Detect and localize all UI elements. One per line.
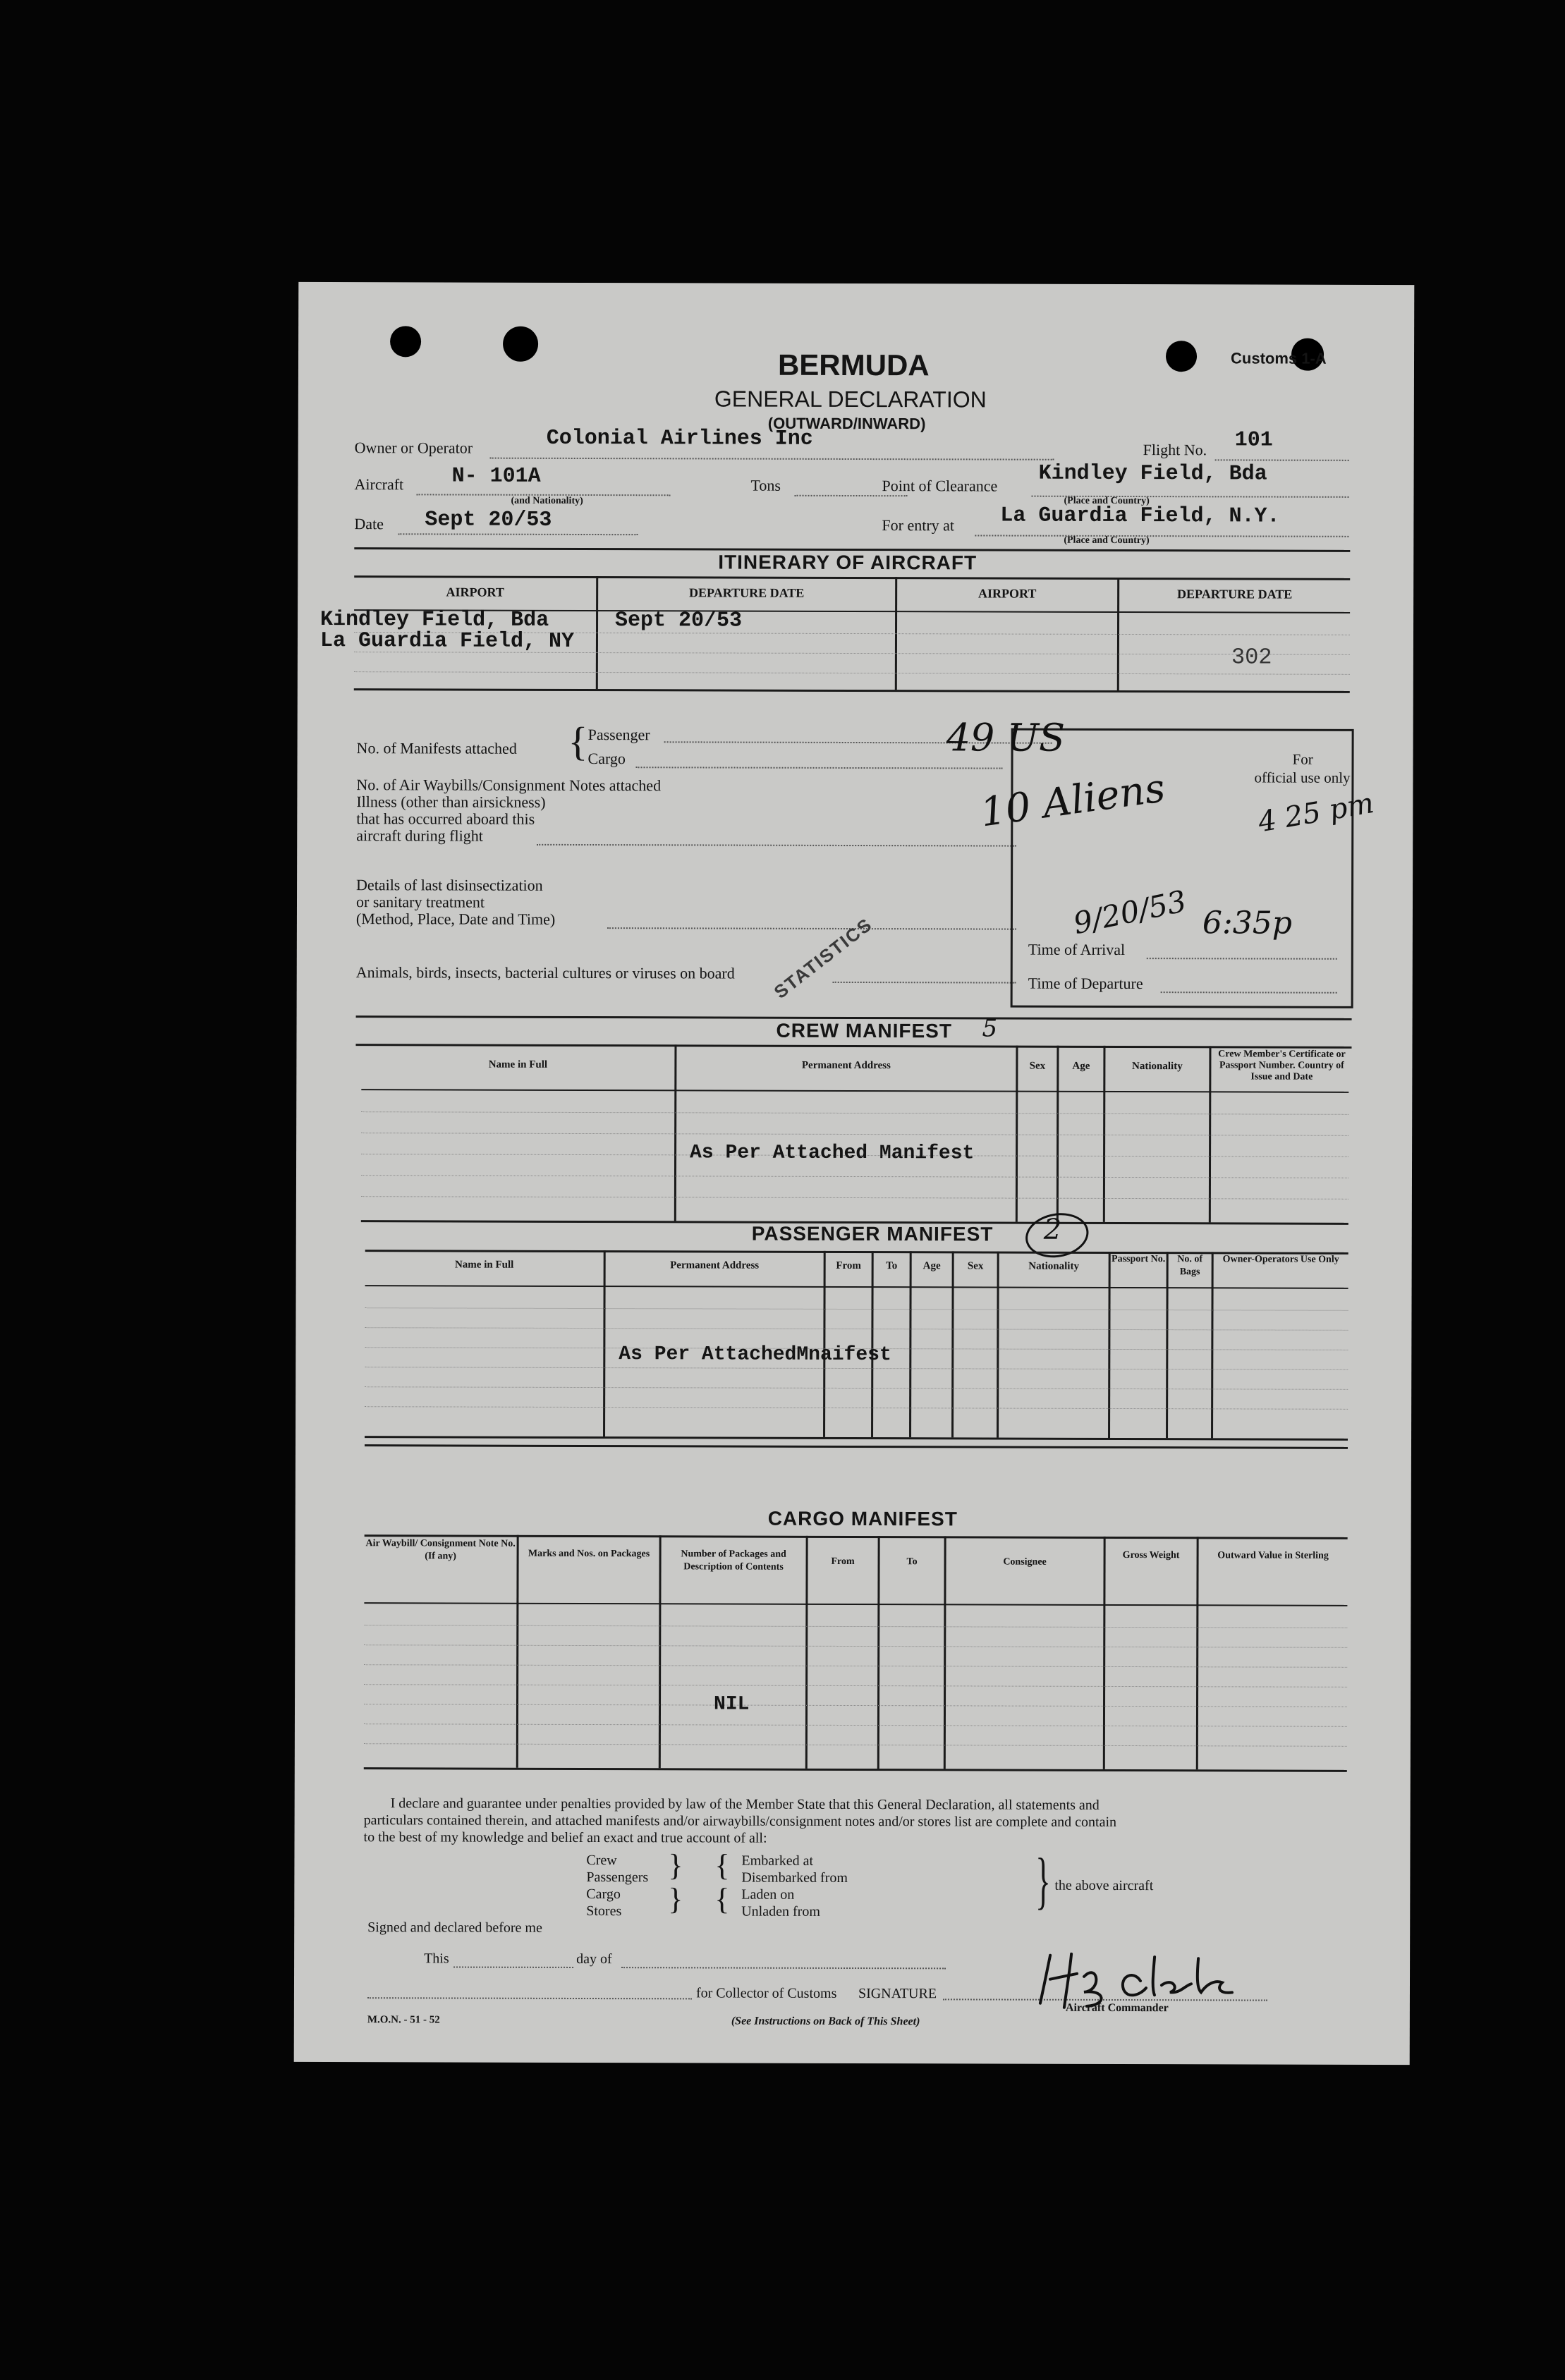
handwritten-arrival: 6:35p — [1202, 905, 1292, 941]
passenger-table — [365, 1250, 1348, 1441]
footer-right-2: Disembarked from — [741, 1869, 848, 1886]
crew-count: 5 — [982, 1014, 998, 1043]
itinerary-row-1-airport: Kindley Field, Bda — [320, 608, 549, 633]
cargo-col-weight: Gross Weight — [1122, 1549, 1180, 1561]
passenger-col-address: Permanent Address — [670, 1259, 760, 1271]
passenger-note: As Per AttachedMnaifest — [619, 1343, 891, 1367]
time-of-departure-label: Time of Departure — [1028, 974, 1143, 993]
passenger-count: 2 — [1043, 1213, 1062, 1246]
crew-note: As Per Attached Manifest — [690, 1142, 975, 1165]
cargo-col-to: To — [906, 1556, 918, 1568]
this-label: This — [424, 1951, 449, 1967]
instructions-note: (See Instructions on Back of This Sheet) — [731, 2015, 920, 2028]
official-use-box — [1011, 728, 1354, 1008]
handwritten-time: 4 25 pm — [1255, 786, 1377, 839]
time-of-arrival-label: Time of Arrival — [1028, 940, 1126, 959]
declaration-line-3: to the best of my knowledge and belief an exact and true account of all: — [363, 1829, 767, 1846]
official-heading-2: official use only — [1254, 769, 1351, 786]
date-label: Date — [354, 515, 384, 533]
itinerary-mark: 302 — [1231, 644, 1272, 671]
footer-left-2: Passengers — [586, 1869, 649, 1886]
aircraft-commander-label: Aircraft Commander — [1065, 2001, 1169, 2015]
passenger-col-passport: Passport No. — [1112, 1253, 1166, 1265]
clearance-note: (Place and Country) — [1064, 495, 1150, 507]
clearance-value: Kindley Field, Bda — [1038, 461, 1267, 487]
declaration-line-1: I declare and guarantee under penalties provided by law of the Member State that this General Declaration, all statements and — [390, 1795, 1100, 1813]
footer-left-1: Crew — [586, 1853, 617, 1869]
flight-value: 101 — [1234, 428, 1273, 453]
punch-hole — [503, 327, 538, 362]
cargo-label: Cargo — [587, 750, 626, 768]
passenger-col-name: Name in Full — [454, 1259, 514, 1271]
form-number: M.O.N. - 51 - 52 — [367, 2014, 440, 2026]
passenger-col-bags: No. of Bags — [1177, 1254, 1203, 1278]
passenger-col-age: Age — [922, 1260, 941, 1272]
punch-hole — [1166, 341, 1197, 372]
punch-hole — [390, 326, 421, 357]
passenger-col-sex: Sex — [967, 1260, 984, 1272]
collector-label: for Collector of Customs — [695, 1985, 837, 2001]
cargo-note: NIL — [713, 1693, 750, 1716]
itinerary-col-departure: DEPARTURE DATE — [689, 585, 805, 600]
crew-table — [361, 1044, 1349, 1225]
footer-right-1: Embarked at — [741, 1853, 814, 1869]
itinerary-col-airport-2: AIRPORT — [978, 586, 1037, 601]
crew-col-certificate: Crew Member's Certificate or Passport Number. Country of Issue and Date — [1218, 1049, 1346, 1082]
form-direction: (OUTWARD/INWARD) — [767, 414, 926, 433]
waybills-label: No. of Air Waybills/Consignment Notes attached — [356, 776, 662, 795]
illness-label-2: that has occurred aboard this — [356, 810, 535, 828]
crew-col-age: Age — [1072, 1060, 1090, 1072]
cargo-col-waybill: Air Waybill/ Consignment Note No. (If any) — [365, 1538, 516, 1562]
day-of-label: day of — [576, 1951, 612, 1967]
manifests-label: No. of Manifests attached — [356, 739, 517, 757]
footer-right-3: Laden on — [741, 1886, 795, 1903]
itinerary-col-departure-2: DEPARTURE DATE — [1177, 587, 1293, 602]
signed-label: Signed and declared before me — [367, 1920, 542, 1936]
footer-left-4: Stores — [586, 1903, 622, 1920]
passenger-heading: PASSENGER MANIFEST — [751, 1222, 994, 1245]
cargo-col-value: Outward Value in Sterling — [1217, 1550, 1329, 1561]
crew-col-name: Name in Full — [488, 1058, 548, 1070]
itinerary-heading: ITINERARY OF AIRCRAFT — [718, 551, 978, 574]
handwritten-date: 9/20/53 — [1070, 883, 1190, 941]
itinerary-row-1-date: Sept 20/53 — [615, 609, 743, 633]
statistics-stamp: STATISTICS — [769, 913, 877, 1003]
crew-heading: CREW MANIFEST — [776, 1019, 953, 1042]
entry-note: (Place and Country) — [1064, 535, 1150, 547]
cargo-col-packages: Number of Packages and Description of Contents — [681, 1549, 786, 1573]
cargo-col-consignee: Consignee — [1003, 1556, 1047, 1568]
owner-value: Colonial Airlines Inc — [546, 426, 813, 451]
handwritten-us-count: 49 US — [946, 715, 1066, 760]
entry-value: La Guardia Field, N.Y. — [1000, 504, 1280, 529]
flight-label: Flight No. — [1143, 441, 1207, 459]
cargo-table — [364, 1534, 1348, 1772]
crew-col-address: Permanent Address — [801, 1059, 891, 1072]
tons-label: Tons — [750, 476, 781, 494]
footer-left-3: Cargo — [586, 1886, 621, 1903]
date-value: Sept 20/53 — [425, 508, 552, 532]
aircraft-value: N- 101A — [451, 464, 541, 489]
signature-label: SIGNATURE — [858, 1986, 937, 2002]
cargo-col-marks: Marks and Nos. on Packages — [528, 1548, 650, 1560]
illness-label-1: Illness (other than airsickness) — [356, 793, 546, 811]
handwritten-aliens: 10 Aliens — [978, 765, 1168, 836]
itinerary-col-airport: AIRPORT — [446, 585, 504, 599]
form-id: Customs 1-A — [1230, 349, 1327, 367]
illness-label-3: aircraft during flight — [356, 826, 483, 845]
cargo-heading-visible: CARGO MANIFEST — [767, 1507, 958, 1530]
general-declaration-form: BERMUDA GENERAL DECLARATION (OUTWARD/INWARD) Customs 1-A Owner or Operator Colonial Airlines Inc Flight No. 101 Aircraft N- 101A (and Nationality) Tons Point of Clearance Kindley Field, Bda (Place and Country) Date Sept 20/53 For entry at La Guardia Field, N.Y. (Place and Country) ITINERARY OF AIRCRAFT AIRPORT DEPARTURE DATE AIRPORT DEPARTURE DATE Kindley Field, Bda Sept 20/53 La Guardia Field, NY 302 No. of Manifests attached { Passenger Cargo No. of Air Waybills/Consignment Notes attached Illness (other than airsickness) that has occurred aboard this aircraft during flight Details of last disinsectization or sanitary treatment (Method, Place, Date and Time) Animals, birds, insects, bacterial cultures or viruses on board STATISTICS For official use only Time of Arrival Time of Departure 49 US 10 Aliens 4 25 pm 9/20/53 6:35p CREW MANIFEST 5 Name in Full Permanent Address Sex Age Nationality Crew Member's Certificate or Passport Number. Country of Issue and Date As Per Attached Manifest PASSENGER MANIFEST 2 Name in Full Permanent Address From To Age Sex Nationality Passport No. No. of Bags Owner-Operators Use Only As Per AttachedMnaifest CARGO MANIFEST Air Waybill/ Consignment Note No. (If any) Marks and Nos. on Packages Number of Packages and Description of Contents From To Consignee Gross Weight Outward Value in Sterling NIL I declare and guarantee under penalties provided by law of the Member State that this General Declaration, all statements and particulars contained therein, and attached manifests and/or airwaybills/consignment notes and/or stores list are complete and contain to the best of my knowledge and belief an exact and true account of all: Crew Passengers Cargo Stores } } { { Embarked at Disembarked from Laden on Unladen from } the above aircraft Signed and declared before me This day of for Collector of Customs SIGNATURE Aircraft Commander M.O.N. - 51 - 52 (See Instructions on Back of This Sheet) — [294, 282, 1415, 2065]
disinsect-label-2: or sanitary treatment — [355, 893, 485, 911]
aircraft-label: Aircraft — [354, 475, 404, 494]
commander-signature — [1035, 1948, 1303, 2013]
passenger-col-from: From — [836, 1259, 861, 1272]
form-subtitle: GENERAL DECLARATION — [714, 386, 987, 413]
aircraft-note: (and Nationality) — [511, 495, 583, 506]
disinsect-label-3: (Method, Place, Date and Time) — [355, 910, 556, 928]
cargo-col-from: From — [831, 1556, 855, 1568]
official-heading-1: For — [1292, 750, 1313, 768]
footer-aircraft-text: the above aircraft — [1054, 1877, 1154, 1894]
crew-col-nationality: Nationality — [1132, 1061, 1183, 1073]
owner-label: Owner or Operator — [354, 439, 473, 457]
itinerary-table — [319, 575, 1350, 693]
clearance-label: Point of Clearance — [882, 477, 998, 495]
passenger-col-nationality: Nationality — [1028, 1260, 1080, 1272]
crew-col-sex: Sex — [1029, 1060, 1046, 1072]
form-title: BERMUDA — [777, 348, 930, 382]
passenger-col-owner: Owner-Operators Use Only — [1222, 1254, 1339, 1265]
passenger-col-to: To — [886, 1260, 898, 1272]
footer-right-4: Unladen from — [741, 1903, 820, 1920]
passenger-label: Passenger — [587, 726, 650, 744]
declaration-line-2: particulars contained therein, and attached manifests and/or airwaybills/consignment notes and/or stores list are complete and contain — [363, 1812, 1117, 1830]
animals-label: Animals, birds, insects, bacterial cultures or viruses on board — [355, 963, 735, 982]
entry-label: For entry at — [882, 516, 955, 535]
itinerary-row-2-airport: La Guardia Field, NY — [319, 629, 575, 654]
disinsect-label-1: Details of last disinsectization — [356, 876, 543, 894]
